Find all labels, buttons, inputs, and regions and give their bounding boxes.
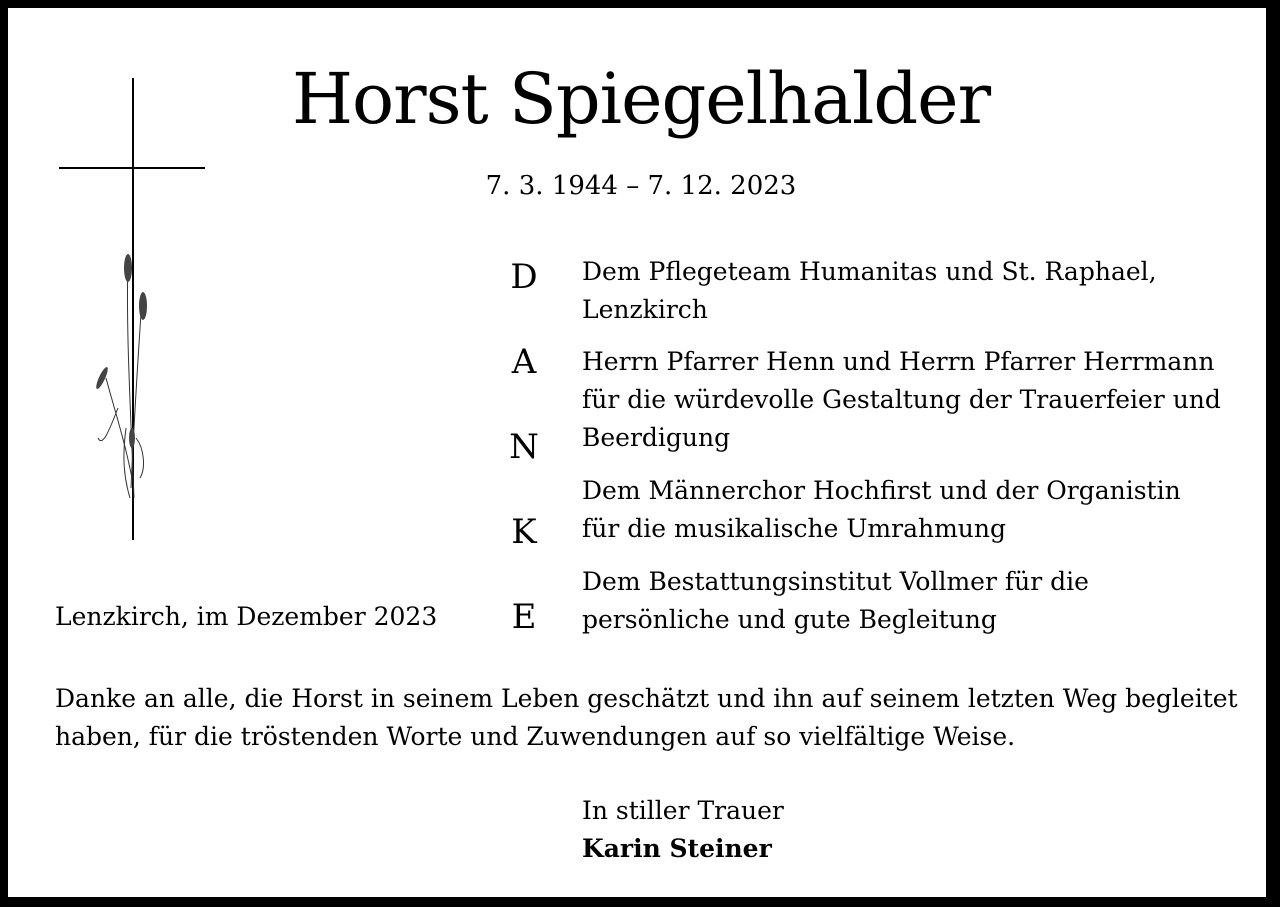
- closing-block: [582, 792, 784, 868]
- thanks-entry-line: Dem Pflegeteam Humanitas und St. Raphael,: [582, 257, 1157, 286]
- thanks-entry-line: Herrn Pfarrer Henn und Herrn Pfarrer Herrmann: [582, 347, 1215, 376]
- thanks-letter-a: A: [511, 342, 537, 382]
- thanks-letter-e: E: [511, 597, 537, 637]
- thanks-letter-n: N: [509, 427, 539, 467]
- thanks-entry-line: persönliche und gute Begleitung: [582, 605, 997, 634]
- thanks-entry: [582, 343, 1242, 457]
- thanks-entry-line: Dem Männerchor Hochfirst und der Organistin: [582, 476, 1181, 505]
- place-and-date: Lenzkirch, im Dezember 2023: [55, 602, 438, 631]
- obituary-notice: [4, 4, 1270, 901]
- closing-phrase: In stiller Trauer: [582, 796, 784, 825]
- thanks-entry-line: Dem Bestattungsinstitut Vollmer für die: [582, 567, 1089, 596]
- gratitude-message: Danke an alle, die Horst in seinem Leben geschätzt und ihn auf seinem letzten Weg begleitet haben, für die tröstenden Worte und Zuwendungen auf so vielfältige Weise.: [55, 684, 1238, 751]
- deceased-name: Horst Spiegelhalder: [291, 58, 991, 140]
- thanks-entry-line: Beerdigung: [582, 423, 731, 452]
- thanks-letter-d: D: [510, 257, 538, 297]
- thanks-entry: [582, 253, 1242, 329]
- thanks-entry: [582, 472, 1242, 548]
- thanks-entry-line: für die würdevolle Gestaltung der Trauerfeier und: [582, 385, 1221, 414]
- thanks-entry-line: Lenzkirch: [582, 295, 708, 324]
- thanks-entry-line: für die musikalische Umrahmung: [582, 514, 1006, 543]
- signer-name: Karin Steiner: [582, 834, 772, 863]
- cross-with-wheat-icon: [48, 78, 218, 548]
- life-dates: 7. 3. 1944 – 7. 12. 2023: [485, 171, 797, 201]
- thanks-letter-k: K: [511, 512, 537, 552]
- thanks-entry: [582, 563, 1242, 639]
